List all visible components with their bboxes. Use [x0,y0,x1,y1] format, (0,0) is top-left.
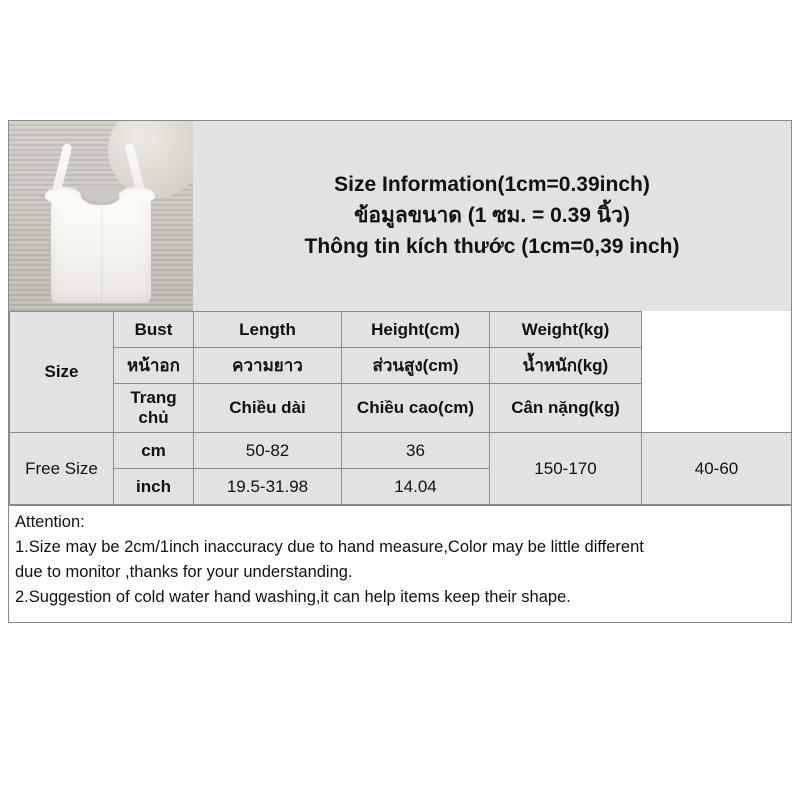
camisole-illustration [33,139,169,307]
header-weight-vi: Cân nặng(kg) [490,384,642,433]
attention-heading: Attention: [15,513,85,531]
table-row-cm [10,433,792,469]
header-length-en: Length [194,312,342,348]
header-bust-en: Bust [114,312,194,348]
size-chart-card [8,120,792,623]
bust-inch: 19.5-31.98 [194,469,342,505]
unit-cm: cm [114,433,194,469]
attention-line-3: 2.Suggestion of cold water hand washing,it can help items keep their shape. [15,587,571,606]
header-length-th: ความยาว [194,348,342,384]
title-line-vi: Thông tin kích thước (1cm=0,39 inch) [304,235,680,259]
size-table [9,311,792,505]
header-weight-en: Weight(kg) [490,312,642,348]
length-inch: 14.04 [342,469,490,505]
title-line-en: Size Information(1cm=0.39inch) [334,172,650,196]
length-cm: 36 [342,433,490,469]
header-weight-th: น้ำหนัก(kg) [490,348,642,384]
header-height-vi: Chiều cao(cm) [342,384,490,433]
attention-line-2: due to monitor ,thanks for your understanding. [15,562,353,581]
header-height-th: ส่วนสูง(cm) [342,348,490,384]
bust-cm: 50-82 [194,433,342,469]
header-length-vi: Chiều dài [194,384,342,433]
header-height-en: Height(cm) [342,312,490,348]
title-line-th: ข้อมูลขนาด (1 ซม. = 0.39 นิ้ว) [354,203,630,227]
attention-line-1: 1.Size may be 2cm/1inch inaccuracy due to hand measure,Color may be little different [15,537,644,556]
table-row-header-en [10,312,792,348]
ruffle-left-shape [45,187,81,203]
attention-section [9,505,791,622]
header-section [9,121,791,311]
table-row-header-th [10,348,792,384]
weight-range: 40-60 [642,433,792,505]
unit-inch: inch [114,469,194,505]
size-label-cell: Size [10,312,114,433]
product-photo [9,121,193,311]
table-row-header-vi [10,384,792,433]
bodice-shape [51,191,151,303]
header-bust-vi: Trang chủ [114,384,194,433]
header-bust-th: หน้าอก [114,348,194,384]
free-size-cell: Free Size [10,433,114,505]
title-block [193,121,791,311]
height-range: 150-170 [490,433,642,505]
ruffle-right-shape [119,187,155,203]
